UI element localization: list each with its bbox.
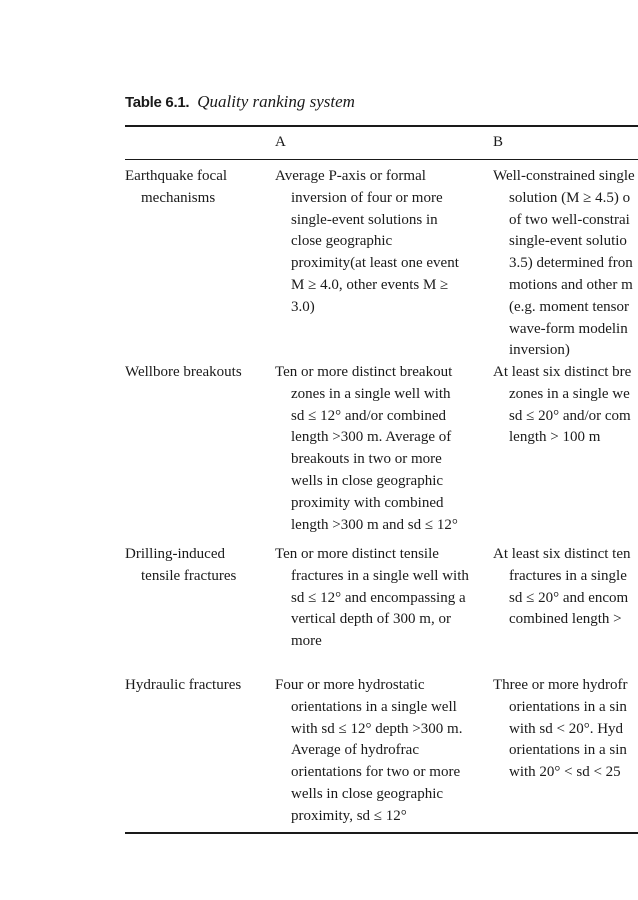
cell-line: fractures in a single (509, 567, 627, 584)
cell-line: orientations in a sin (509, 742, 627, 759)
cell-line: close geographic (291, 233, 393, 250)
row-label-tensile-fractures: Drilling-induced tensile fractures (125, 546, 237, 584)
cell-line: Average P-axis or formal (275, 168, 426, 184)
table-header-rule (125, 159, 638, 160)
table-top-rule (125, 125, 638, 127)
cell-line: orientations for two or more (291, 764, 461, 781)
cell-line: wave-form modelin (509, 320, 628, 337)
cell-line: proximity(at least one event (291, 255, 459, 272)
cell-line: length >300 m. Average of (291, 429, 452, 446)
cell-line: orientations in a sin (509, 698, 627, 715)
cell-line: Average of hydrofrac (291, 742, 419, 759)
cell-line: M ≥ 4.0, other events M ≥ (291, 276, 449, 293)
cell-line: more (291, 633, 322, 650)
cell-line: Ten or more distinct tensile (275, 546, 439, 562)
cell-line: Ten or more distinct breakout (275, 364, 453, 380)
cell-line: solution (M ≥ 4.5) o (509, 189, 631, 206)
cell-line: proximity with combined (291, 494, 444, 511)
row-label-hydraulic-fractures: Hydraulic fractures (125, 677, 242, 693)
cell-line: wells in close geographic (291, 472, 444, 489)
cell-line: At least six distinct ten (493, 546, 631, 562)
cell-line: inversion) (509, 342, 570, 359)
cell-line: single-event solutions in (291, 211, 438, 228)
cell-line: 3.0) (291, 298, 315, 315)
column-header-a: A (275, 134, 286, 150)
cell-line: vertical depth of 300 m, or (291, 611, 451, 628)
cell-line: zones in a single we (509, 385, 630, 402)
row-label-earthquake: Earthquake focal mechanisms (125, 168, 228, 206)
cell-line: sd ≤ 12° and encompassing a (291, 589, 466, 606)
cell-earthquake-a (275, 166, 459, 319)
cell-line: sd ≤ 20° and encom (509, 589, 629, 606)
cell-line: combined length > (509, 611, 622, 628)
cell-breakouts-a (275, 362, 458, 536)
cell-breakouts-b (493, 362, 631, 449)
cell-line: (e.g. moment tensor (509, 298, 629, 315)
cell-line: single-event solutio (509, 233, 627, 250)
cell-line: Three or more hydrofr (493, 677, 628, 693)
cell-line: motions and other m (509, 276, 633, 293)
cell-line: with 20° < sd < 25 (509, 764, 621, 781)
table-bottom-rule (125, 832, 638, 834)
column-header-b: B (493, 134, 504, 150)
table-title: Quality ranking system (197, 92, 355, 111)
cell-hydraulic-b (493, 675, 628, 784)
cell-line: of two well-constrai (509, 211, 630, 228)
cell-line: Well-constrained single (493, 168, 635, 184)
cell-line: length >300 m and sd ≤ 12° (291, 516, 458, 533)
cell-line: inversion of four or more (291, 189, 443, 206)
cell-hydraulic-a (275, 675, 462, 828)
cell-line: with sd ≤ 12° depth >300 m. (291, 720, 463, 737)
cell-line: with sd < 20°. Hyd (509, 720, 624, 737)
cell-line: Four or more hydrostatic (275, 677, 425, 693)
cell-line: breakouts in two or more (291, 451, 442, 468)
cell-line: orientations in a single well (291, 698, 457, 715)
cell-line: fractures in a single well with (291, 567, 469, 584)
cell-tensile-a (275, 544, 469, 653)
cell-line: sd ≤ 12° and/or combined (291, 407, 447, 424)
cell-line: At least six distinct bre (493, 364, 632, 380)
cell-tensile-b (493, 544, 630, 631)
cell-line: sd ≤ 20° and/or com (509, 407, 631, 424)
table-number: Table 6.1. (125, 94, 190, 111)
cell-line: length > 100 m (509, 429, 601, 446)
cell-line: 3.5) determined fron (509, 255, 633, 272)
cell-earthquake-b (493, 166, 635, 362)
row-label-breakouts: Wellbore breakouts (125, 364, 242, 380)
cell-line: zones in a single well with (291, 385, 451, 402)
cell-line: wells in close geographic (291, 785, 444, 802)
cell-line: proximity, sd ≤ 12° (291, 807, 407, 824)
table-caption (125, 92, 355, 112)
